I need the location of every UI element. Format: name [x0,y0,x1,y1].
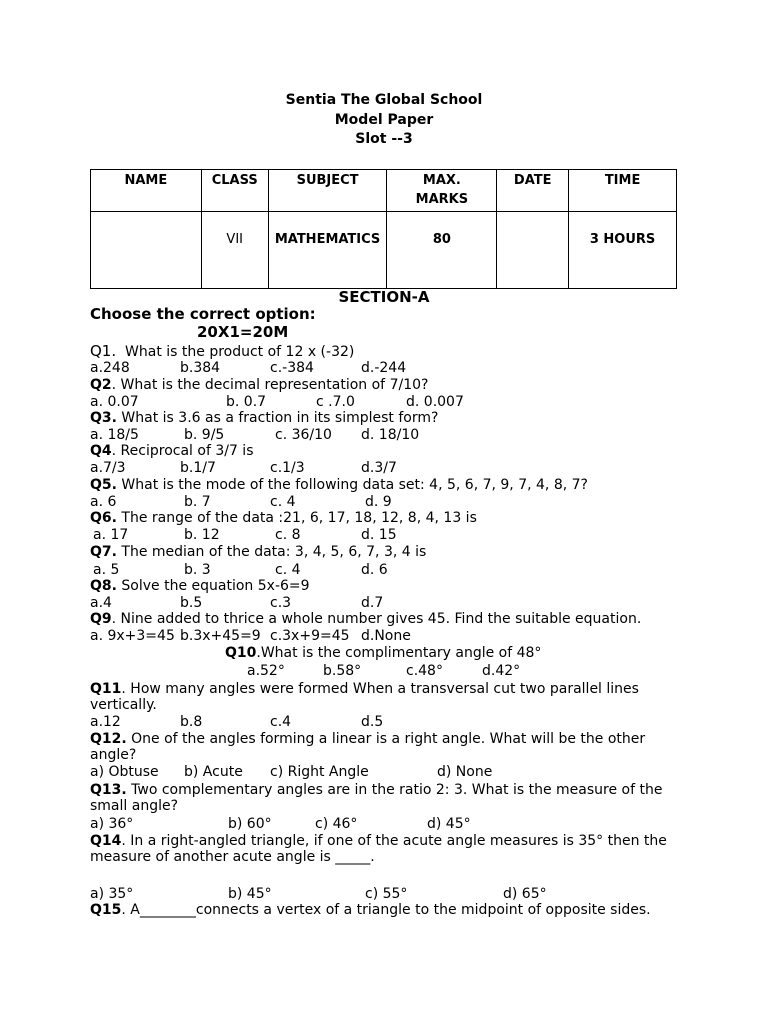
option-a: a. 6 [90,494,117,510]
option-a: a.4 [90,595,112,611]
option-a: a) 36° [90,816,134,832]
question-number: Q12. [90,731,127,747]
option-d: d. 15 [361,527,397,543]
question-number: Q4 [90,443,112,459]
option-c: c) 55° [365,886,408,902]
option-a: a.248 [90,360,130,376]
question-text: Two complementary angles are in the ratio 2: 3. What is the measure of the [126,782,663,798]
option-d: d.7 [361,595,384,611]
option-d: d.42° [482,663,521,679]
school-name: Sentia The Global School [285,92,483,108]
question-13 [90,782,662,799]
question-10 [225,645,541,662]
option-c: c.4 [270,714,292,730]
question-number: Q13. [90,782,127,798]
question-text: . In a right-angled triangle, if one of the acute angle measures is 35° then the [121,833,667,849]
question-number: Q7. [90,544,117,560]
option-a: a.7/3 [90,460,126,476]
option-b: b.1/7 [180,460,216,476]
option-b: b. 9/5 [184,427,225,443]
question-text: The range of the data :21, 6, 17, 18, 12, 8, 4, 13 is [116,510,477,526]
option-b: b. 7 [184,494,211,510]
option-a: a) 35° [90,886,134,902]
question-number: Q9 [90,611,112,627]
paper-title: Model Paper [334,112,434,128]
option-d: d.3/7 [361,460,397,476]
option-b: b.3x+45=9 [180,628,261,644]
question-number: Q15 [90,902,122,918]
option-c: c.3 [270,595,292,611]
question-number: Q10 [225,645,257,661]
option-c: c. 4 [275,562,301,578]
option-a: a) Obtuse [90,764,159,780]
question-text: . A________connects a vertex of a triangle to the midpoint of opposite sides. [121,902,651,918]
question-8 [90,578,310,595]
question-number: Q3. [90,410,117,426]
question-9 [90,611,641,628]
question-14 [90,833,667,850]
option-d: d) 65° [503,886,547,902]
question-number: Q1. [90,342,117,360]
question-text: What is 3.6 as a fraction in its simplest form? [116,410,439,426]
question-text: Solve the equation 5x-6=9 [116,578,310,594]
option-d: d.None [361,628,411,644]
option-b: b) 45° [228,886,272,902]
header-time: TIME [569,170,677,212]
option-d: d) 45° [427,816,471,832]
question-1 [90,343,354,361]
section-marks: 20X1=20M [197,323,289,341]
value-class: VII [201,212,268,289]
option-b: b) Acute [184,764,243,780]
question-text: The median of the data: 3, 4, 5, 6, 7, 3, 4 is [116,544,427,560]
question-text: . How many angles were formed When a transversal cut two parallel lines [121,681,639,697]
option-c: c .7.0 [316,394,355,410]
option-d: d.-244 [361,360,407,376]
option-d: d. 9 [365,494,392,510]
option-b: b. 12 [184,527,220,543]
option-c: c.1/3 [270,460,305,476]
option-b: b. 0.7 [226,394,267,410]
question-text-continued: angle? [90,747,137,763]
option-d: d. 0.007 [406,394,464,410]
option-d: d) None [437,764,493,780]
option-b: b.8 [180,714,203,730]
value-date [497,212,569,289]
header-max-marks: MAX. MARKS [387,170,497,212]
question-text: . Reciprocal of 3/7 is [111,443,254,459]
option-b: b.58° [323,663,362,679]
question-11 [90,681,639,698]
section-title: SECTION-A [338,288,430,306]
header-name: NAME [91,170,202,212]
option-c: c. 36/10 [275,427,332,443]
question-text-continued: small angle? [90,798,179,814]
question-3 [90,410,438,427]
question-6 [90,510,477,527]
question-text: .What is the complimentary angle of 48° [256,645,542,661]
question-number: Q2 [90,377,112,393]
slot-label: Slot --3 [355,131,413,147]
question-5 [90,477,588,494]
option-c: c.-384 [270,360,314,376]
question-text: . What is the decimal representation of 7/10? [111,377,429,393]
option-c: c) Right Angle [270,764,369,780]
option-d: d. 6 [361,562,388,578]
option-d: d.5 [361,714,384,730]
option-a: a. 9x+3=45 [90,628,175,644]
option-c: c) 46° [315,816,358,832]
option-c: c. 8 [275,527,301,543]
question-15 [90,902,651,919]
option-d: d. 18/10 [361,427,420,443]
option-b: b. 3 [184,562,211,578]
question-4 [90,443,253,460]
question-number: Q8. [90,578,117,594]
question-text: What is the product of 12 x (-32) [116,344,355,360]
question-text: What is the mode of the following data set: 4, 5, 6, 7, 9, 7, 4, 8, 7? [116,477,588,493]
option-a: a.52° [247,663,285,679]
info-table [90,169,677,289]
question-12 [90,731,645,748]
value-max-marks: 80 [387,212,497,289]
option-a: a. 5 [93,562,120,578]
question-2 [90,377,428,394]
header-class: CLASS [201,170,268,212]
question-text: . Nine added to thrice a whole number gives 45. Find the suitable equation. [111,611,642,627]
question-number: Q11 [90,681,122,697]
option-c: c.3x+9=45 [270,628,350,644]
header-subject: SUBJECT [268,170,387,212]
value-time: 3 HOURS [569,212,677,289]
instruction: Choose the correct option: [90,305,316,323]
option-b: b.5 [180,595,203,611]
option-b: b) 60° [228,816,272,832]
option-c: c. 4 [270,494,296,510]
question-7 [90,544,426,561]
question-text-continued: vertically. [90,697,157,713]
value-subject: MATHEMATICS [268,212,387,289]
value-name [91,212,202,289]
question-text: One of the angles forming a linear is a right angle. What will be the other [126,731,646,747]
question-number: Q6. [90,510,117,526]
option-a: a. 0.07 [90,394,139,410]
option-a: a. 18/5 [90,427,139,443]
question-number: Q14 [90,833,122,849]
option-a: a.12 [90,714,121,730]
option-b: b.384 [180,360,221,376]
question-text-continued: measure of another acute angle is _____. [90,849,375,865]
header-date: DATE [497,170,569,212]
option-a: a. 17 [93,527,129,543]
option-c: c.48° [406,663,443,679]
question-number: Q5. [90,477,117,493]
